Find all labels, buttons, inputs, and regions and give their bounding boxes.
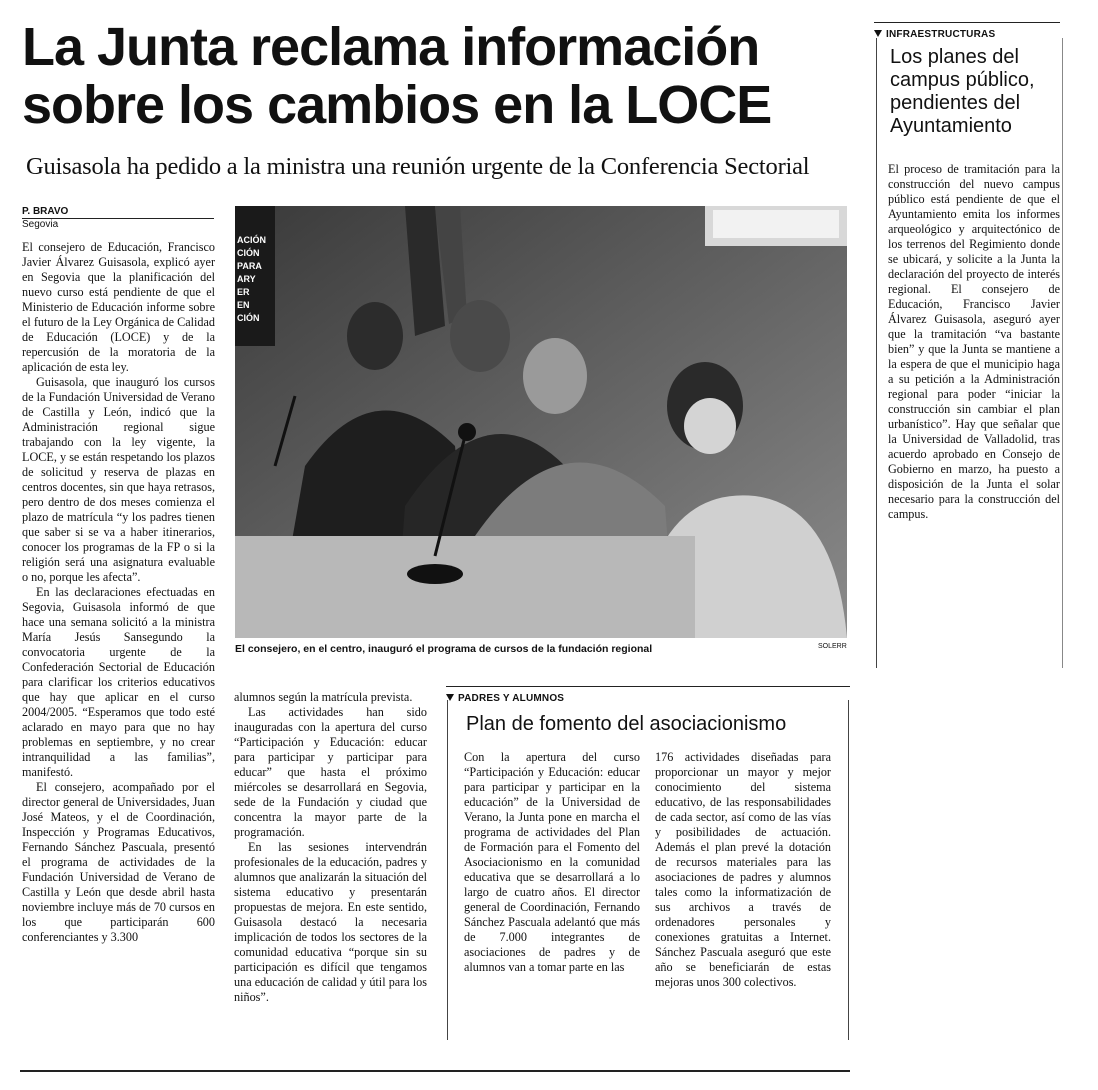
triangle-icon [874, 30, 882, 37]
box-column-2: 176 actividades diseñadas para proporcionar un mayor y mejor conocimiento del sistema educativo, de las responsabilidades de cada sector, así como de las vías y posibilidades de actuación. Además el plan prevé la dotación de recursos materiales para las asociaciones de padres y alumnos tales como la informatización de sus archivos a través de ordenadores personales y conexiones gratuitas a Internet. Sánchez Pascuala aseguró que este año se beneficiarán de estas mejoras unos 300 colectivos. [655, 750, 831, 989]
box-section-label: PADRES Y ALUMNOS [458, 693, 565, 704]
sidebar-title: Los planes del campus público, pendientes del Ayuntamiento [890, 46, 1035, 137]
page-bottom-rule [20, 1070, 850, 1072]
sidebar-section-header [874, 22, 1060, 42]
subheadline: Guisasola ha pedido a la ministra una reunión urgente de la Conferencia Sectorial [26, 153, 810, 180]
section-label-row [446, 688, 850, 706]
sidebar-section-label: INFRAESTRUCTURAS [886, 29, 996, 40]
headline: La Junta reclama información sobre los cambios en la LOCE [22, 17, 772, 135]
article-column-2 [234, 690, 427, 1060]
paragraph: alumnos según la matrícula prevista. [234, 690, 413, 704]
photo-illustration [235, 206, 847, 638]
sidebar-body: El proceso de tramitación para la construcción del nuevo campus público está pendiente de que el Ayuntamiento emita los informes arqueológico y arquitectónico de los terrenos del Regimiento donde se ubicará, y solicite a la Junta la declaración del proyecto de interés regional. El consejero de Educación, Francisco Javier Álvarez Guisasola, aseguró ayer que la tramitación “va bastante bien” y que la Junta se mantiene a la espera de que el municipio haga a su petición a la Administración regional para poder “iniciar la construcción sin cambiar el plan urbanístico”. Hay que señalar que la Universidad de Valladolid, tras acuerdo aprobado en Consejo de Gobierno en marzo, ha puesto a disposición de la Junta el solar necesario para la construcción del campus. [888, 162, 1060, 521]
byline-author: P. BRAVO [22, 206, 69, 217]
paragraph: En las declaraciones efectuadas en Segovia, Guisasola informó de que hace una semana solicitó a la ministra María Jesús Sansegundo la convocatoria urgente de la Confederación Sectorial de Educación para clarificar los criterios educativos que hay que aplicar en el curso 2004/2005. “Esperamos que todo esté aclarado en mayo para que no hay problemas en septiembre, y no crear intranquilidad a las familias”, manifestó. [22, 585, 215, 779]
box-section-header [446, 686, 850, 706]
section-label-row [874, 24, 1060, 42]
paragraph: Las actividades han sido inauguradas con la apertura del curso “Participación y Educación: educar para participar y participar para educar” que hasta el próximo miércoles se desarrollará en Segovia, sede de la Fundación y ciudad que concentra la mayor parte de la programación. [234, 705, 427, 839]
section-rule [874, 22, 1060, 23]
box-column-1: Con la apertura del curso “Participación y Educación: educar para participar y participar en la educación” de la Universidad de Verano, la Junta pone en marcha el programa de actividades del Plan de Formación para el Fomento del Asociacionismo en la comunidad educativa que se desarrollará a lo largo de cuatro años. El director general de Coordinación, Fernando Sánchez Pascuala adelantó que más de 7.000 integrantes de asociaciones de padres y de alumnos van a tomar parte en las [464, 750, 640, 974]
paragraph: En las sesiones intervendrán profesionales de la educación, padres y alumnos que analizarán la situación del sistema educativo y presentarán propuestas de mejora. En este sentido, Guisasola destacó la necesaria implicación de todos los sectores de la comunidad educativa “porque sin su participación es difícil que tengamos una educación de calidad y útil para los niños”. [234, 840, 427, 1004]
box-title: Plan de fomento del asociacionismo [466, 713, 787, 735]
article-photo [235, 206, 847, 638]
box-rule-left [447, 700, 448, 1040]
paragraph: El consejero de Educación, Francisco Javier Álvarez Guisasola, explicó ayer en Segovia que la planificación del nuevo curso está pendiente de que el Ministerio de Educación informe sobre el futuro de la Ley Orgánica de Calidad de Educación (LOCE) y de la repercusión de la moratoria de la aplicación de esta ley. [22, 240, 215, 374]
article-column-1 [22, 240, 215, 1060]
byline-place: Segovia [22, 219, 59, 230]
photo-banner-text: ACIÓN CIÓN PARA ARY ER EN CIÓN [237, 235, 266, 323]
photo-credit: SOLERR [818, 643, 847, 650]
paragraph: El consejero, acompañado por el director general de Universidades, Juan José Mateos, y el de Coordinación, Inspección y Programas Educativos, Fernando Sánchez Pascuala, presentó el programa de actividades de la Fundación Universidad de Verano de Castilla y León que desde abril hasta noviembre incluye más de 70 cursos en los que participarán 600 conferenciantes y 3.300 [22, 780, 215, 944]
paragraph: Guisasola, que inauguró los cursos de la Fundación Universidad de Verano de Castilla y León, indicó que la Administración regional sigue trabajando con la ley vigente, la LOCE, y se están respetando los plazos de solicitud y reserva de plazas en centros docentes, sin que haya retrasos, pero dentro de dos meses comienza el plazo de matrícula “y los padres tienen que saber si se va a haber itinerarios, conocer los programas de la FP o si la religión será una asignatura evaluable o no, porque les afecta”. [22, 375, 215, 584]
photo-caption: El consejero, en el centro, inauguró el programa de cursos de la fundación regional [235, 643, 653, 655]
box-rule-right [848, 700, 849, 1040]
section-rule [446, 686, 850, 687]
sidebar-rule [876, 38, 877, 668]
